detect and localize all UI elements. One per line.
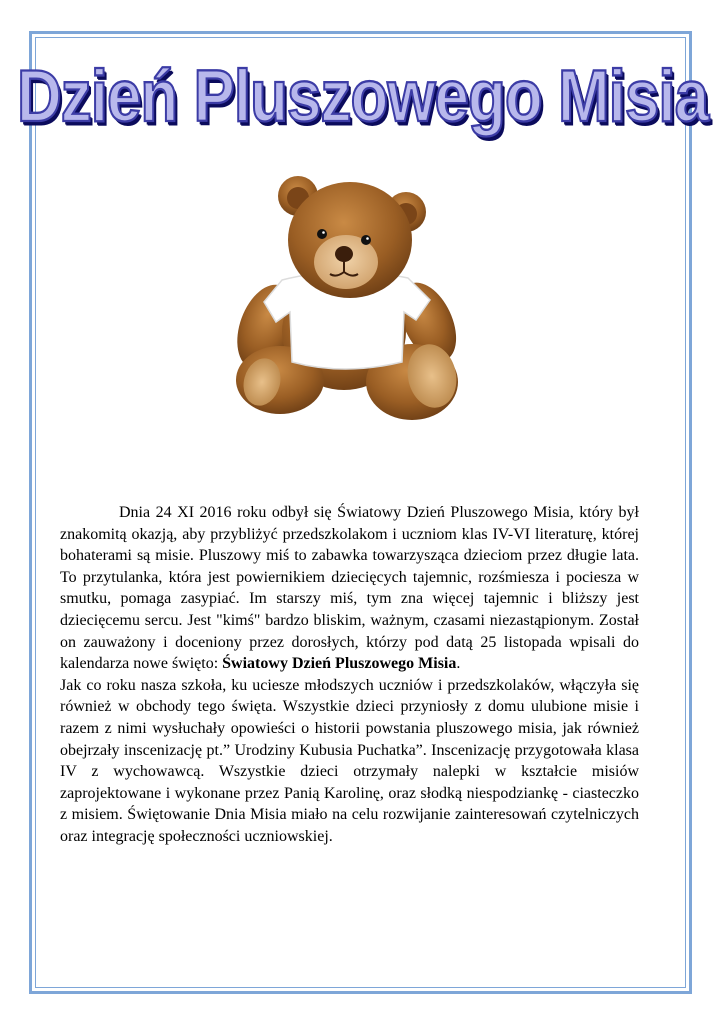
teddy-bear-icon bbox=[232, 172, 464, 424]
title-container bbox=[0, 56, 725, 156]
paragraph-intro bbox=[60, 502, 639, 675]
page-title: Dzień Pluszowego Misia bbox=[16, 56, 709, 138]
holiday-name-bold: Światowy Dzień Pluszowego Misia bbox=[222, 655, 457, 673]
paragraph-intro-end: . bbox=[456, 655, 461, 673]
paragraph-intro-text: Dnia 24 XI 2016 roku odbył się Światowy Dzień Pluszowego Misia, który był znakomitą okazją, aby przybliżyć przedszkolakom i uczniom klas IV-VI literaturę, której bohaterami są misie. Pluszowy miś to zabawka towarzysząca dzieciom przez długie lata. To przytulanka, która jest powiernikiem dziecięcych tajemnic, rozśmiesza i pociesza w smutku, pomaga zasypiać. Im starszy miś, tym zna więcej tajemnic i bliższy jest dziecięcemu sercu. Jest "kimś" bardzo bliskim, ważnym, czasami niezastąpionym. Został on zauważony i doceniony przez dorosłych, którzy pod datą 25 listopada wpisali do kalendarza nowe święto: bbox=[60, 504, 639, 673]
article-body bbox=[60, 502, 639, 848]
paragraph-celebration: Jak co roku nasza szkoła, ku uciesze młodszych uczniów i przedszkolaków, włączyła się również w obchody tego święta. Wszystkie dzieci przyniosły z domu ulubione misie i razem z nimi wysłuchały opowieści o historii powstania pluszowego misia, jak również obejrzały inscenizację pt.” Urodziny Kubusia Puchatka”. Inscenizację przygotowała klasa IV z wychowawcą. Wszystkie dzieci otrzymały nalepki w kształcie misiów zaprojektowane i wykonane przez Panią Karolinę, oraz słodką niespodziankę - ciasteczko z misiem. Świętowanie Dnia Misia miało na celu rozwijanie zainteresowań czytelniczych oraz integrację społeczności uczniowskiej. bbox=[60, 676, 639, 845]
